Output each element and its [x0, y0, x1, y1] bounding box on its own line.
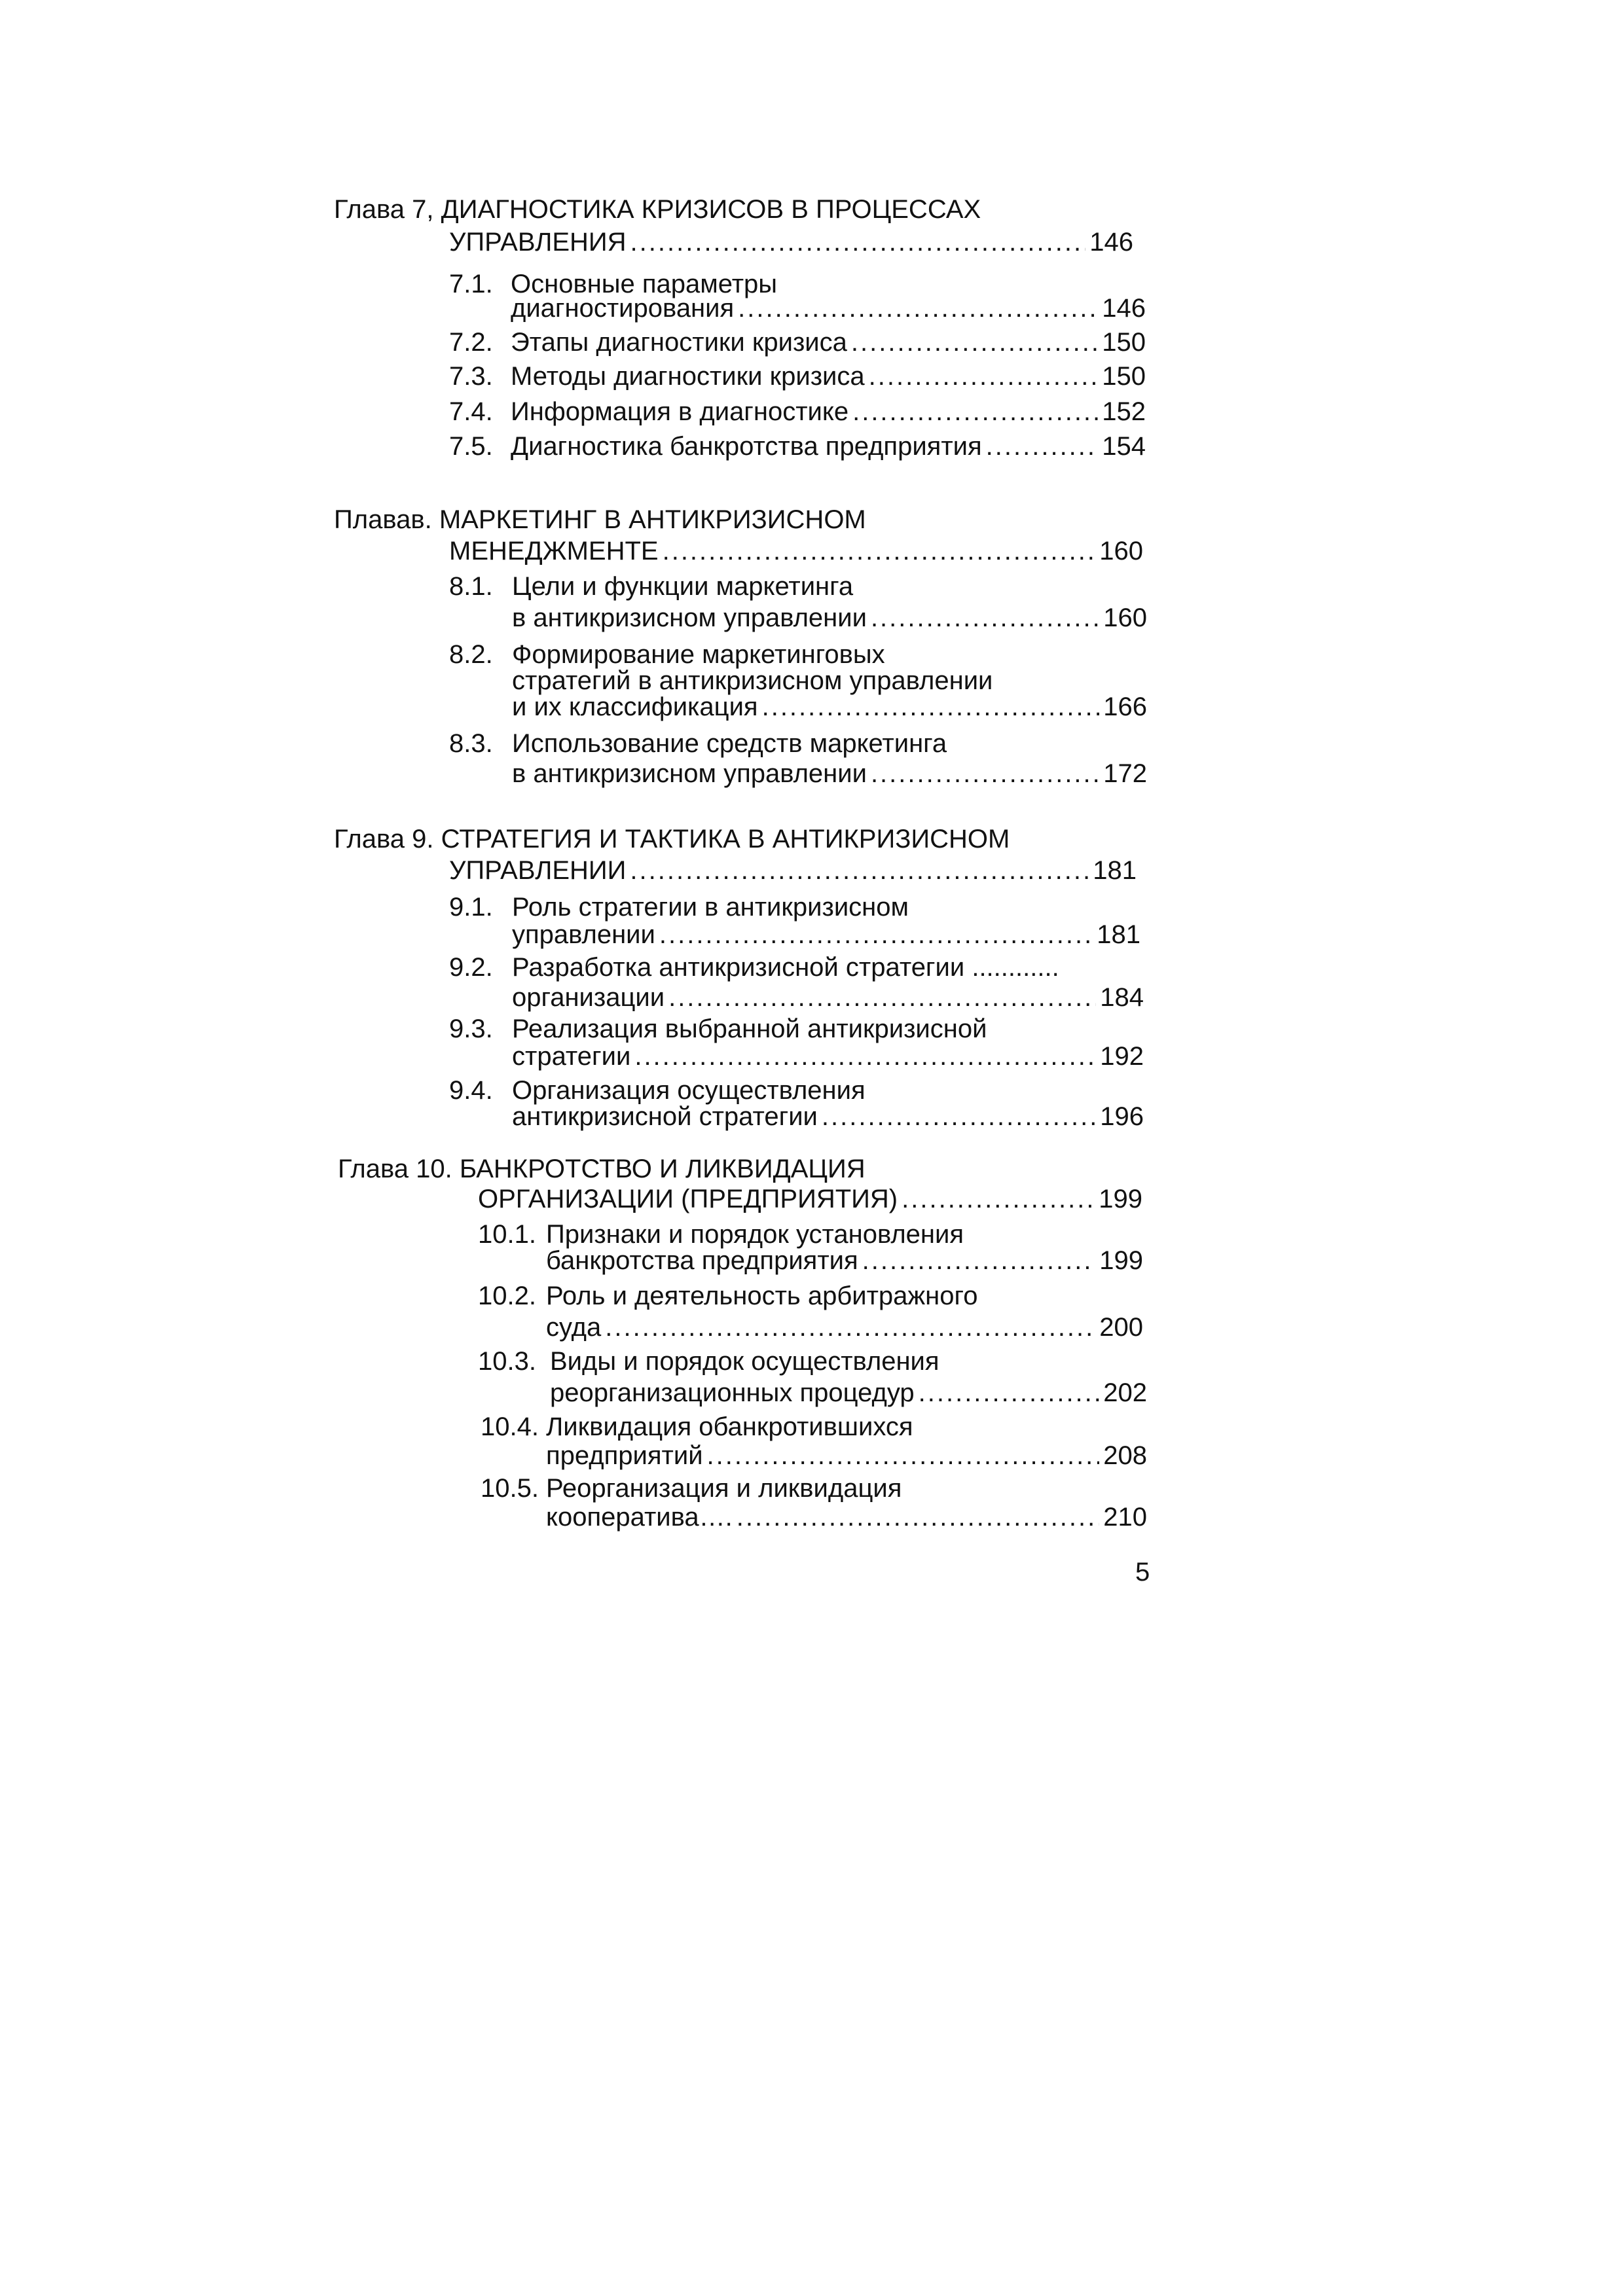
section-7-5-line [511, 431, 1146, 462]
section-7-3-line [511, 361, 1146, 392]
section-9-4-title: Организация осуществления [512, 1076, 866, 1105]
section-9-1-number: 9.1. [449, 893, 493, 922]
section-10-3-title-cont: реорганизационных процедур [550, 1378, 915, 1407]
section-10-3-line [550, 1377, 1147, 1408]
section-10-1-number: 10.1. [478, 1220, 536, 1249]
dot-leader [663, 535, 1096, 567]
section-7-4-page: 152 [1102, 397, 1146, 426]
section-7-2-number: 7.2. [449, 328, 493, 357]
dot-leader [986, 431, 1099, 462]
dot-leader [822, 1101, 1096, 1132]
section-9-3-title-cont: стратегии [512, 1042, 631, 1071]
section-8-1-page: 160 [1103, 603, 1147, 632]
section-7-1-line [511, 293, 1146, 324]
section-7-3-page: 150 [1102, 362, 1146, 391]
section-7-4-title: Информация в диагностике [511, 397, 849, 426]
chapter-8-page: 160 [1099, 537, 1143, 565]
section-10-3-title: Виды и порядок осуществления [550, 1347, 939, 1376]
section-9-3-line [512, 1041, 1144, 1072]
dot-leader [668, 982, 1096, 1013]
section-10-2-number: 10.2. [478, 1282, 536, 1310]
dot-leader [738, 293, 1098, 324]
section-9-1-title-cont: управлении [512, 920, 655, 949]
dot-leader [871, 758, 1099, 789]
section-8-2-number: 8.2. [449, 640, 493, 669]
section-7-1-title: Основные параметры [511, 270, 778, 298]
chapter-10-heading: Глава 10. БАНКРОТСТВО И ЛИКВИДАЦИЯ [338, 1155, 866, 1183]
section-10-3-number: 10.3. [478, 1347, 536, 1376]
section-10-4-title-cont: предприятий [546, 1441, 703, 1470]
section-9-3-page: 192 [1100, 1042, 1144, 1071]
section-8-1-title-cont: в антикризисном управлении [512, 603, 867, 632]
section-9-4-number: 9.4. [449, 1076, 493, 1105]
section-10-2-line [546, 1312, 1143, 1343]
section-8-1-title: Цели и функции маркетинга [512, 572, 854, 601]
chapter-8-heading-cont: МЕНЕДЖМЕНТЕ [449, 537, 659, 565]
dot-leader [902, 1183, 1095, 1215]
chapter-7-heading-cont: УПРАВЛЕНИЯ [449, 228, 627, 257]
section-7-3-number: 7.3. [449, 362, 493, 391]
section-7-2-line [511, 327, 1146, 358]
section-9-3-title: Реализация выбранной антикризисной [512, 1014, 987, 1043]
chapter-9-heading-cont: УПРАВЛЕНИИ [449, 856, 627, 885]
dot-leader [871, 602, 1099, 634]
section-9-2-title-cont: организации [512, 983, 665, 1012]
section-9-4-page: 196 [1100, 1102, 1144, 1131]
section-8-2-page: 166 [1103, 692, 1147, 721]
dot-leader [630, 226, 1086, 258]
section-9-1-page: 181 [1097, 920, 1140, 949]
section-9-2-line [512, 982, 1144, 1013]
section-10-4-title: Ликвидация обанкротившихся [546, 1412, 913, 1441]
section-9-1-title: Роль стратегии в антикризисном [512, 893, 909, 922]
dot-leader [737, 1501, 1099, 1533]
chapter-10-page: 199 [1099, 1185, 1142, 1213]
section-10-1-line [546, 1245, 1143, 1276]
dot-leader [851, 327, 1098, 358]
chapter-7-page: 146 [1089, 228, 1133, 257]
section-7-2-page: 150 [1102, 328, 1146, 357]
section-7-1-page: 146 [1102, 294, 1146, 323]
chapter-10-heading-line [478, 1183, 1142, 1215]
section-9-3-number: 9.3. [449, 1014, 493, 1043]
section-7-4-number: 7.4. [449, 397, 493, 426]
section-7-1-title-cont: диагностирования [511, 294, 735, 323]
section-10-5-title-cont: кооператива…. [546, 1503, 733, 1532]
section-10-2-title: Роль и деятельность арбитражного [546, 1282, 978, 1310]
section-7-3-title: Методы диагностики кризиса [511, 362, 865, 391]
section-8-2-title: Формирование маркетинговых [512, 640, 885, 669]
section-10-2-page: 200 [1099, 1313, 1143, 1342]
section-8-3-title-cont: в антикризисном управлении [512, 759, 867, 788]
section-10-2-title-cont: суда [546, 1313, 602, 1342]
section-9-4-title-cont: антикризисной стратегии [512, 1102, 818, 1131]
dot-leader [852, 396, 1098, 427]
section-9-4-line [512, 1101, 1144, 1132]
section-8-1-number: 8.1. [449, 572, 493, 601]
section-8-2-line [512, 691, 1147, 723]
section-8-3-title: Использование средств маркетинга [512, 729, 947, 758]
section-9-2-title: Разработка антикризисной стратегии ............ [512, 953, 1059, 982]
section-10-4-number: 10.4. [481, 1412, 539, 1441]
chapter-9-heading-line [449, 855, 1137, 886]
section-10-4-line [546, 1440, 1147, 1471]
section-10-1-title-cont: банкротства предприятия [546, 1246, 858, 1275]
section-9-2-number: 9.2. [449, 953, 493, 982]
section-10-1-title: Признаки и порядок установления [546, 1220, 964, 1249]
chapter-7-heading: Глава 7, ДИАГНОСТИКА КРИЗИСОВ В ПРОЦЕССАХ [334, 195, 981, 224]
section-9-1-line [512, 919, 1140, 950]
dot-leader [634, 1041, 1096, 1072]
section-10-1-page: 199 [1099, 1246, 1143, 1275]
section-10-3-page: 202 [1103, 1378, 1147, 1407]
dot-leader [869, 361, 1099, 392]
section-10-5-page: 210 [1103, 1503, 1147, 1532]
section-8-3-line [512, 758, 1147, 789]
section-8-3-page: 172 [1103, 759, 1147, 788]
chapter-8-heading: Плавав. МАРКЕТИНГ В АНТИКРИЗИСНОМ [334, 505, 866, 534]
dot-leader [862, 1245, 1096, 1276]
section-7-2-title: Этапы диагностики кризиса [511, 328, 847, 357]
section-7-5-title: Диагностика банкротства предприятия [511, 432, 982, 461]
section-8-1-line [512, 602, 1147, 634]
chapter-9-heading: Глава 9. СТРАТЕГИЯ И ТАКТИКА В АНТИКРИЗИСНОМ [334, 825, 1010, 853]
dot-leader [630, 855, 1089, 886]
chapter-10-heading-cont: ОРГАНИЗАЦИИ (ПРЕДПРИЯТИЯ) [478, 1185, 898, 1213]
section-10-4-page: 208 [1103, 1441, 1147, 1470]
section-8-2-title-line2: стратегий в антикризисном управлении [512, 666, 993, 695]
dot-leader [919, 1377, 1100, 1408]
chapter-7-heading-line [449, 226, 1133, 258]
dot-leader [605, 1312, 1095, 1343]
section-8-2-title-cont: и их классификация [512, 692, 758, 721]
dot-leader [659, 919, 1093, 950]
section-10-5-title: Реорганизация и ликвидация [546, 1474, 902, 1503]
section-8-3-number: 8.3. [449, 729, 493, 758]
chapter-9-page: 181 [1093, 856, 1137, 885]
chapter-8-heading-line [449, 535, 1143, 567]
section-7-1-number: 7.1. [449, 270, 493, 298]
section-9-2-page: 184 [1100, 983, 1144, 1012]
page-number: 5 [1135, 1558, 1150, 1587]
section-7-5-page: 154 [1102, 432, 1146, 461]
dot-leader [762, 691, 1100, 723]
section-10-5-line [546, 1501, 1147, 1533]
section-7-5-number: 7.5. [449, 432, 493, 461]
dot-leader [707, 1440, 1100, 1471]
section-7-4-line [511, 396, 1146, 427]
section-10-5-number: 10.5. [481, 1474, 539, 1503]
